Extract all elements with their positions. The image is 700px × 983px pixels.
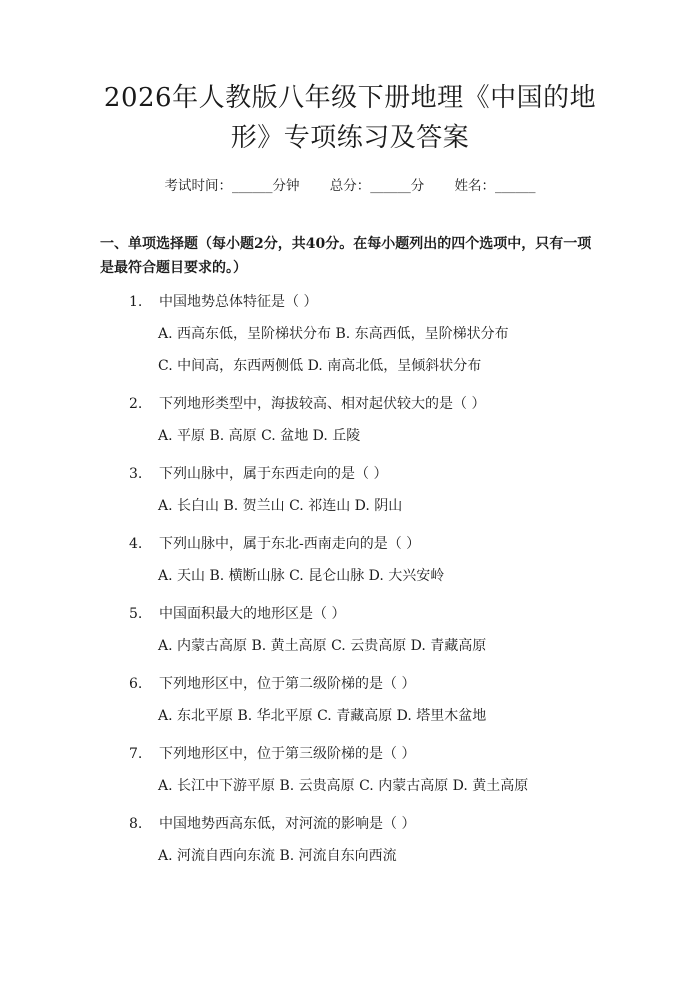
question-item bbox=[100, 458, 600, 522]
option-line: A. 东北平原 B. 华北平原 C. 青藏高原 D. 塔里木盆地 bbox=[158, 708, 487, 724]
question-text: 下列地形区中，位于第三级阶梯的是（ ） bbox=[159, 746, 416, 762]
question-text: 下列地形类型中，海拔较高、相对起伏较大的是（ ） bbox=[159, 396, 486, 412]
question-text: 下列山脉中，属于东西走向的是（ ） bbox=[159, 466, 388, 482]
question-number: 7. bbox=[129, 746, 143, 762]
option-line: A. 西高东低，呈阶梯状分布 B. 东高西低，呈阶梯状分布 bbox=[158, 326, 509, 342]
question-text: 下列山脉中，属于东北-西南走向的是（ ） bbox=[159, 536, 421, 552]
question-list bbox=[100, 286, 600, 872]
exam-title bbox=[100, 78, 600, 158]
exam-time-field: 考试时间：______分钟 bbox=[164, 178, 300, 194]
question-number: 4. bbox=[129, 536, 143, 552]
title-line-2: 形》专项练习及答案 bbox=[230, 123, 470, 153]
option-line: C. 中间高，东西两侧低 D. 南高北低，呈倾斜状分布 bbox=[158, 358, 482, 374]
question-number: 6. bbox=[129, 676, 143, 692]
title-line-1: 2026年人教版八年级下册地理《中国的地 bbox=[103, 83, 597, 113]
option-line: A. 长江中下游平原 B. 云贵高原 C. 内蒙古高原 D. 黄土高原 bbox=[158, 778, 529, 794]
question-text: 中国地势西高东低，对河流的影响是（ ） bbox=[159, 816, 416, 832]
question-item bbox=[100, 668, 600, 732]
question-number: 5. bbox=[129, 606, 143, 622]
question-text: 下列地形区中，位于第二级阶梯的是（ ） bbox=[159, 676, 416, 692]
exam-meta bbox=[100, 176, 600, 196]
question-text: 中国面积最大的地形区是（ ） bbox=[159, 606, 346, 622]
option-line: A. 河流自西向东流 B. 河流自东向西流 bbox=[158, 848, 397, 864]
section-heading: 一、单项选择题（每小题2分，共40分。在每小题列出的四个选项中，只有一项是最符合题目要求的。） bbox=[100, 236, 592, 276]
question-item bbox=[100, 808, 600, 872]
question-item bbox=[100, 738, 600, 802]
question-item bbox=[100, 286, 600, 382]
question-item bbox=[100, 388, 600, 452]
question-number: 1. bbox=[129, 294, 143, 310]
question-item bbox=[100, 598, 600, 662]
question-number: 2. bbox=[129, 396, 143, 412]
question-item bbox=[100, 528, 600, 592]
option-line: A. 长白山 B. 贺兰山 C. 祁连山 D. 阴山 bbox=[158, 498, 403, 514]
option-line: A. 平原 B. 高原 C. 盆地 D. 丘陵 bbox=[158, 428, 361, 444]
question-number: 8. bbox=[129, 816, 143, 832]
question-text: 中国地势总体特征是（ ） bbox=[159, 294, 318, 310]
option-line: A. 内蒙古高原 B. 黄土高原 C. 云贵高原 D. 青藏高原 bbox=[158, 638, 487, 654]
question-number: 3. bbox=[129, 466, 143, 482]
option-line: A. 天山 B. 横断山脉 C. 昆仑山脉 D. 大兴安岭 bbox=[158, 568, 445, 584]
total-score-field: 总分：______分 bbox=[329, 178, 425, 194]
student-name-field: 姓名：______ bbox=[454, 178, 536, 194]
exam-page bbox=[0, 78, 700, 983]
